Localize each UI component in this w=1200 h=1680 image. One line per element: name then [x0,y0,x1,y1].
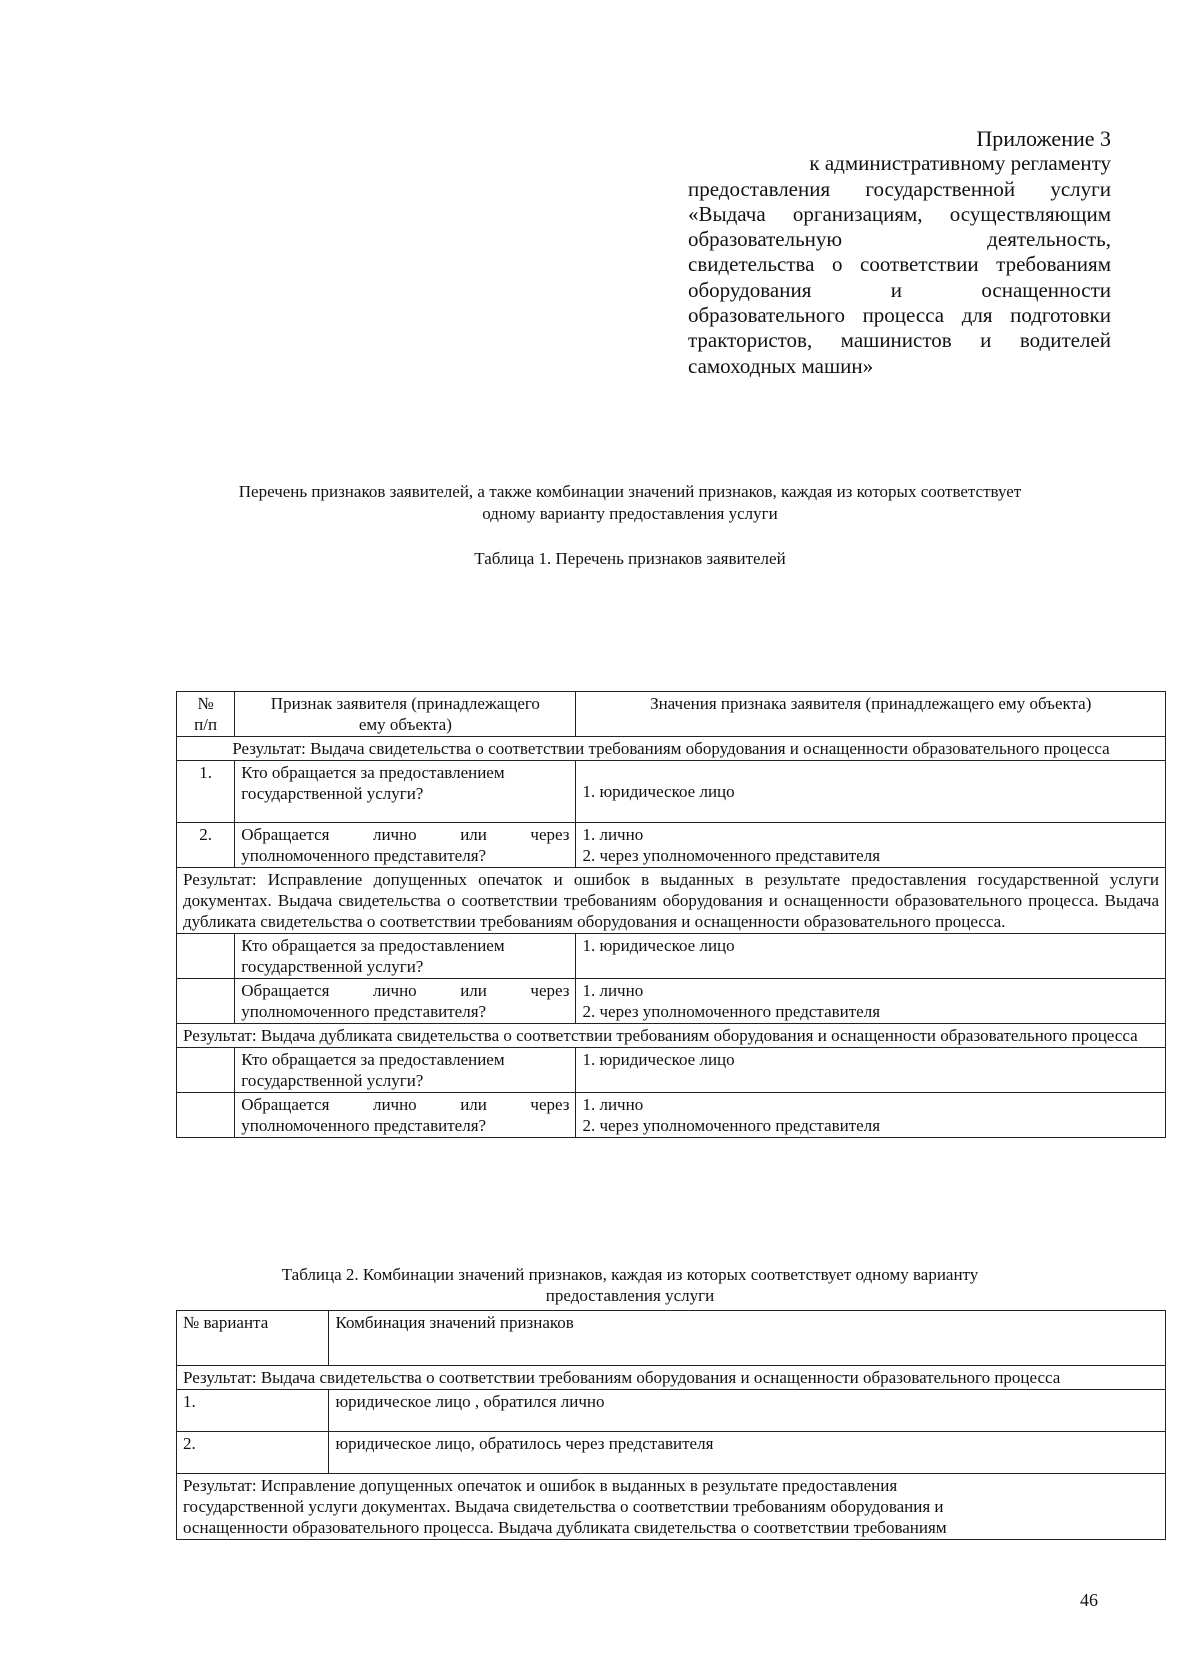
attribute-cell [235,823,576,868]
attribute-text: Обращается лично или через [241,981,570,1000]
header-text: ему объекта) [358,715,452,734]
table-result-row [177,868,1166,934]
appendix-header [688,126,1111,379]
result-text: государственной услуги документах. Выдача свидетельства о соответствии требованиям оборудования и [183,1497,944,1516]
table-row [177,1093,1166,1138]
document-title [160,481,1100,525]
attribute-text: уполномоченного представителя? [241,846,487,865]
value-cell [576,979,1166,1024]
header-text: Признак заявителя (принадлежащего [270,694,540,713]
appendix-line: Приложение 3 [976,126,1111,151]
caption-text: предоставления услуги [545,1286,715,1305]
result-text: оснащенности образовательного процесса. Выдача дубликата свидетельства о соответствии требованиям [183,1518,947,1537]
result-text: Результат: Исправление допущенных опечаток и ошибок в выданных в результате предоставления [183,1476,898,1495]
row-number: 1. [177,761,235,823]
appendix-line: «Выдача организациям, осуществляющим [688,201,1111,226]
appendix-line: трактористов, машинистов и водителей [688,328,1111,353]
attribute-cell [235,761,576,823]
attribute-text: уполномоченного представителя? [241,1116,487,1135]
attribute-text: Обращается лично или через [241,825,570,844]
table-result-row [177,1024,1166,1048]
appendix-line: образовательного процесса для подготовки [688,303,1111,328]
result-cell: Результат: Выдача дубликата свидетельства о соответствии требованиям оборудования и оснащенности образовательного процесса [177,1024,1166,1048]
attribute-cell [235,1093,576,1138]
table-row [177,761,1166,823]
value-text: 2. через уполномоченного представителя [582,846,881,865]
result-cell: Результат: Исправление допущенных опечаток и ошибок в выданных в результате предоставления государственной услуги документах. Выдача свидетельства о соответствии требованиям оборудования и оснащенности образовательного процесса. Выдача дубликата свидетельства о соответствии требованиям оборудования и оснащенности образовательного процесса. [177,868,1166,934]
table2-caption [160,1264,1100,1306]
attribute-cell [235,1048,576,1093]
appendix-line: образовательную деятельность, [688,227,1111,252]
variant-number: 2. [177,1432,329,1474]
row-number-empty [177,979,235,1024]
result-cell: Результат: Выдача свидетельства о соответствии требованиям оборудования и оснащенности образовательного процесса [177,1366,1166,1390]
value-cell [576,1093,1166,1138]
page-number: 46 [1080,1590,1098,1610]
attribute-text: Обращается лично или через [241,1095,570,1114]
combination-cell: юридическое лицо , обратился лично [329,1390,1166,1432]
attribute-text: Кто обращается за предоставлением [241,936,505,955]
caption-text: Таблица 2. Комбинации значений признаков, каждая из которых соответствует одному варианту [281,1265,979,1284]
header-cell-num [177,692,235,737]
header-cell-combination: Комбинация значений признаков [329,1311,1166,1366]
appendix-line: оборудования и оснащенности [688,277,1111,302]
table-combinations [176,1310,1166,1540]
table-row [177,934,1166,979]
value-cell: 1. юридическое лицо [576,761,1166,823]
row-number-empty [177,1093,235,1138]
value-cell: 1. юридическое лицо [576,1048,1166,1093]
table-row [177,823,1166,868]
header-cell-values: Значения признака заявителя (принадлежащего ему объекта) [576,692,1166,737]
appendix-line: самоходных машин» [688,353,874,378]
attribute-text: Кто обращается за предоставлением [241,1050,505,1069]
header-text: п/п [194,715,218,734]
table-result-row [177,1474,1166,1540]
attribute-text: Кто обращается за предоставлением [241,763,505,782]
value-cell: 1. юридическое лицо [576,934,1166,979]
table-row [177,1048,1166,1093]
attribute-text: государственной услуги? [241,957,424,976]
document-title-line: Перечень признаков заявителей, а также комбинации значений признаков, каждая из которых соответствует [238,482,1022,501]
table-row [177,1432,1166,1474]
result-cell: Результат: Выдача свидетельства о соответствии требованиям оборудования и оснащенности образовательного процесса [177,737,1166,761]
row-number: 2. [177,823,235,868]
table-row [177,1390,1166,1432]
appendix-line: к административному регламенту [809,151,1111,176]
header-cell-variant: № варианта [177,1311,329,1366]
attribute-cell [235,934,576,979]
value-text: 1. лично [582,981,644,1000]
attribute-text: государственной услуги? [241,1071,424,1090]
table-applicant-attributes [176,691,1166,1138]
variant-number: 1. [177,1390,329,1432]
table1-caption: Таблица 1. Перечень признаков заявителей [474,549,786,568]
appendix-line: предоставления государственной услуги [688,176,1111,201]
document-title-line: одному варианту предоставления услуги [482,504,778,523]
table-header-row [177,1311,1166,1366]
row-number-empty [177,934,235,979]
appendix-line: свидетельства о соответствии требованиям [688,252,1111,277]
combination-cell: юридическое лицо, обратилось через представителя [329,1432,1166,1474]
attribute-cell [235,979,576,1024]
header-text: № [197,694,214,713]
result-cell [177,1474,1166,1540]
table-row [177,979,1166,1024]
row-number-empty [177,1048,235,1093]
attribute-text: государственной услуги? [241,784,424,803]
value-text: 1. лично [582,825,644,844]
header-cell-attribute [235,692,576,737]
value-text: 2. через уполномоченного представителя [582,1116,881,1135]
value-text: 1. лично [582,1095,644,1114]
value-text: 2. через уполномоченного представителя [582,1002,881,1021]
attribute-text: уполномоченного представителя? [241,1002,487,1021]
value-cell [576,823,1166,868]
table-header-row [177,692,1166,737]
table-result-row [177,1366,1166,1390]
table-result-row [177,737,1166,761]
